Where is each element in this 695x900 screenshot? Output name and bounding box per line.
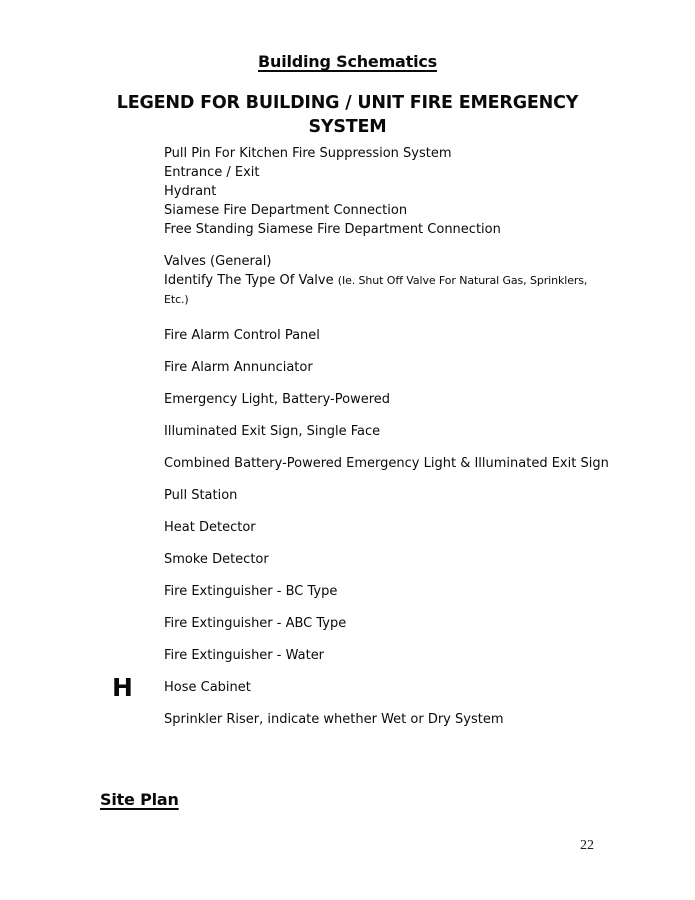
identify-valve-main: Identify The Type Of Valve — [164, 273, 334, 288]
hose-cabinet-symbol: H — [112, 673, 133, 702]
identify-valve-note: (Ie. Shut Off Valve For Natural Gas, Sprinklers, Etc.) — [164, 274, 588, 306]
legend-item-fire-extinguisher-bc: Fire Extinguisher - BC Type — [164, 584, 338, 599]
legend-heading — [0, 91, 695, 139]
legend-item-entrance-exit: Entrance / Exit — [164, 165, 260, 180]
legend-item-hose-cabinet — [112, 673, 612, 702]
legend-heading-line2: SYSTEM — [308, 117, 387, 137]
page-number: 22 — [580, 838, 594, 853]
legend-item-illuminated-exit-sign: Illuminated Exit Sign, Single Face — [164, 424, 381, 439]
legend-item-siamese-connection: Siamese Fire Department Connection — [164, 203, 408, 218]
legend-item-fire-alarm-control-panel: Fire Alarm Control Panel — [164, 328, 320, 343]
legend-item-fire-alarm-annunciator: Fire Alarm Annunciator — [164, 360, 313, 375]
legend-compact-group — [164, 144, 612, 239]
legend-item-hydrant: Hydrant — [164, 184, 217, 199]
legend-item-identify-valve-type — [164, 271, 612, 309]
site-plan-heading — [100, 790, 695, 809]
legend-item-pull-station: Pull Station — [164, 488, 238, 503]
legend-item-sprinkler-riser: Sprinkler Riser, indicate whether Wet or Dry System — [164, 712, 504, 727]
hose-cabinet-label: Hose Cabinet — [164, 680, 251, 695]
legend-item-combined-emergency-light-exit-sign: Combined Battery-Powered Emergency Light & Illuminated Exit Sign — [164, 456, 609, 471]
site-plan-heading-text: Site Plan — [100, 790, 179, 809]
legend-heading-line1: LEGEND FOR BUILDING / UNIT FIRE EMERGENCY — [116, 93, 579, 113]
legend-item-valves-general: Valves (General) — [164, 254, 272, 269]
legend-valve-group — [164, 252, 612, 309]
legend-item-fire-extinguisher-abc: Fire Extinguisher - ABC Type — [164, 616, 347, 631]
legend-item-smoke-detector: Smoke Detector — [164, 552, 269, 567]
page-title-text: Building Schematics — [258, 52, 437, 71]
legend-item-heat-detector: Heat Detector — [164, 520, 256, 535]
legend-list — [112, 144, 612, 729]
legend-item-fire-extinguisher-water: Fire Extinguisher - Water — [164, 648, 325, 663]
legend-item-emergency-light: Emergency Light, Battery-Powered — [164, 392, 391, 407]
page-title — [0, 52, 695, 72]
legend-item-free-standing-siamese: Free Standing Siamese Fire Department Connection — [164, 222, 501, 237]
legend-item-pull-pin: Pull Pin For Kitchen Fire Suppression System — [164, 146, 452, 161]
